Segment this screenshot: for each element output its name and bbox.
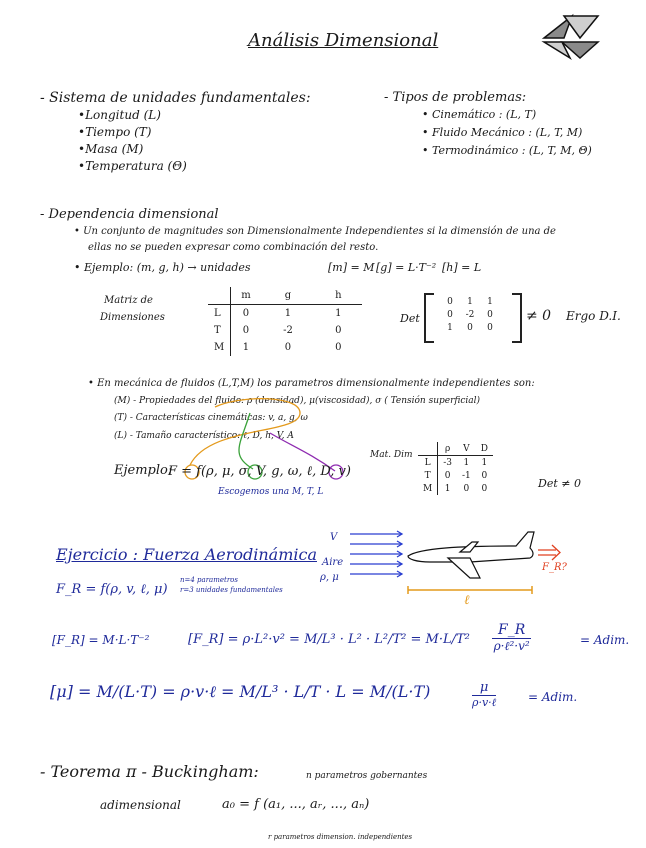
problem-item: • Fluido Mecánico : (L, T, M): [422, 126, 583, 139]
matrix-label: Dimensiones: [100, 312, 165, 323]
unit-item: •Longitud (L): [78, 108, 161, 122]
theorem-over: n parametros gobernantes: [306, 771, 428, 781]
matrix-cell: 0: [335, 325, 342, 336]
det-cell: 0: [487, 310, 493, 320]
matrix-row-label: M: [208, 339, 231, 356]
det-cell: 0: [467, 323, 473, 333]
det-cell: 1: [487, 297, 493, 307]
matdim-row-label: M: [418, 482, 438, 495]
det-result: ≠ 0: [526, 308, 552, 324]
unit-item: •Masa (M): [78, 142, 144, 156]
matdim-col: D: [476, 442, 493, 456]
adim1-den: ρ·ℓ²·v²: [493, 639, 530, 653]
matdim-label: Mat. Dim: [370, 450, 413, 460]
matdim-table: [418, 442, 493, 495]
matdim-cell: -1: [462, 470, 471, 481]
matrix-col: m: [231, 287, 261, 305]
matrix-row-label: L: [208, 305, 231, 323]
theorem-eq: a₀ = f (a₁, ..., aᵣ, ..., aₙ): [222, 797, 370, 812]
problem-types-heading: - Tipos de problemas:: [384, 90, 527, 105]
det-cell: 0: [447, 310, 453, 320]
matrix-cell: 0: [242, 308, 250, 319]
matdim-cell: 1: [481, 457, 488, 468]
matdim-row-label: L: [418, 456, 438, 470]
matdim-cell: 0: [463, 483, 470, 494]
adim2-num: μ: [472, 680, 496, 696]
det-cell: 0: [487, 323, 493, 333]
fr-dim: [F_R] = M·L·T⁻²: [52, 633, 150, 647]
fr-calc: [F_R] = ρ·L²·v² = M/L³ · L² · L²/T² = M·L/T²: [188, 632, 470, 647]
matrix-cell: -2: [283, 325, 293, 336]
matdim-col: ρ: [438, 442, 457, 456]
section-units-heading: - Sistema de unidades fundamentales:: [40, 90, 311, 106]
matdim-cell: 1: [444, 483, 451, 494]
matdim-cell: 0: [481, 470, 488, 481]
matrix-label: Matriz de: [104, 295, 153, 306]
fluids-t-line: (T) - Características cinemáticas: v, a, g, ω: [114, 413, 308, 423]
matrix-cell: 0: [242, 325, 250, 336]
dependence-line: • Un conjunto de magnitudes son Dimensionalmente Independientes si la dimensión de una de: [74, 226, 556, 237]
det-cell: 1: [467, 297, 473, 307]
matrix-cell: 1: [242, 342, 250, 353]
page-title: Análisis Dimensional: [248, 30, 439, 51]
matdim-cell: 1: [463, 457, 470, 468]
dimension-matrix: [208, 287, 362, 356]
theorem-label: adimensional: [100, 798, 181, 812]
fr-label: F_R?: [542, 562, 567, 573]
dependence-line: ellas no se pueden expresar como combinación del resto.: [88, 242, 379, 253]
unit-item: •Temperatura (Θ): [78, 159, 187, 173]
adim2-fraction: [472, 680, 496, 709]
adim2-den: ρ·v·ℓ: [472, 696, 497, 709]
adim1-num: F_R: [492, 622, 531, 639]
det-cell: 0: [447, 297, 453, 307]
matdim-col: V: [457, 442, 476, 456]
theorem-heading: - Teorema π - Buckingham:: [40, 762, 259, 781]
matdim-cell: 0: [444, 470, 451, 481]
fluids-choose: Escogemos una M, T, L: [218, 487, 324, 497]
example-line: • Ejemplo: (m, g, h) → unidades: [74, 261, 251, 274]
problem-item: • Termodinámico : (L, T, M, Θ): [422, 144, 592, 157]
matrix-col: h: [315, 287, 361, 305]
matrix-cell: 1: [335, 308, 342, 319]
det-bracket: [512, 293, 522, 343]
eq-g: [g] = L·T⁻²: [376, 261, 437, 274]
matrix-cell: 0: [284, 342, 292, 353]
matdim-row-label: T: [418, 469, 438, 482]
ergo-text: Ergo D.I.: [566, 309, 621, 323]
eq-h: [h] = L: [442, 261, 482, 274]
det-cell: 1: [447, 323, 453, 333]
eq-m: [m] = M: [328, 261, 375, 274]
mu-calc: [μ] = M/(L·T) = ρ·v·ℓ = M/L³ · L/T · L = M/(L·T): [50, 682, 431, 701]
airflow-diagram: [320, 528, 580, 602]
airflow-v-label: V: [330, 532, 338, 543]
det-matrix: [440, 296, 500, 335]
problem-item: • Cinemático : (L, T): [422, 108, 537, 121]
logo-icon: [540, 12, 602, 62]
annotation-arrows: [150, 395, 400, 495]
matdim-cell: -3: [443, 457, 452, 468]
theorem-under: r parametros dimension. independientes: [268, 833, 413, 841]
matrix-row-label: T: [208, 322, 231, 339]
det2-text: Det ≠ 0: [538, 477, 581, 490]
adim1-fraction: [492, 622, 531, 654]
unit-item: •Tiempo (T): [78, 125, 152, 139]
exercise-eq: F_R = f(ρ, v, ℓ, μ): [56, 582, 168, 597]
exercise-note: r=3 unidades fundamentales: [180, 586, 283, 594]
length-label: ℓ: [464, 593, 470, 608]
dependence-heading: - Dependencia dimensional: [40, 207, 219, 222]
fluids-m-line: (M) - Propiedades del fluido: ρ (densidad), μ(viscosidad), σ ( Tensión superficial): [114, 396, 481, 406]
fluids-intro: • En mecánica de fluidos (L,T,M) los parametros dimensionalmente independientes son:: [88, 378, 535, 389]
exercise-note: n=4 parametros: [180, 576, 238, 584]
matdim-cell: 0: [481, 483, 488, 494]
matrix-cell: 0: [335, 342, 342, 353]
matrix-col: g: [261, 287, 315, 305]
exercise-title: Ejercicio : Fuerza Aerodinámica: [56, 545, 317, 564]
adim2-res: = Adim.: [528, 690, 578, 704]
airflow-rho-label: ρ, μ: [320, 572, 339, 583]
det-label: Det: [400, 312, 420, 325]
fluids-example-eq: F = f(ρ, μ, σ, V, g, ω, ℓ, D, v): [168, 464, 351, 479]
airflow-air-label: Aire: [322, 557, 344, 568]
fluids-example-label: Ejemplo:: [114, 463, 173, 478]
adim1-res: = Adim.: [580, 633, 630, 647]
matrix-cell: 1: [284, 308, 292, 319]
fluids-l-line: (L) - Tamaño característico: ℓ, D, h, V, A: [114, 431, 294, 441]
det-bracket: [424, 293, 434, 343]
det-cell: -2: [465, 310, 475, 320]
